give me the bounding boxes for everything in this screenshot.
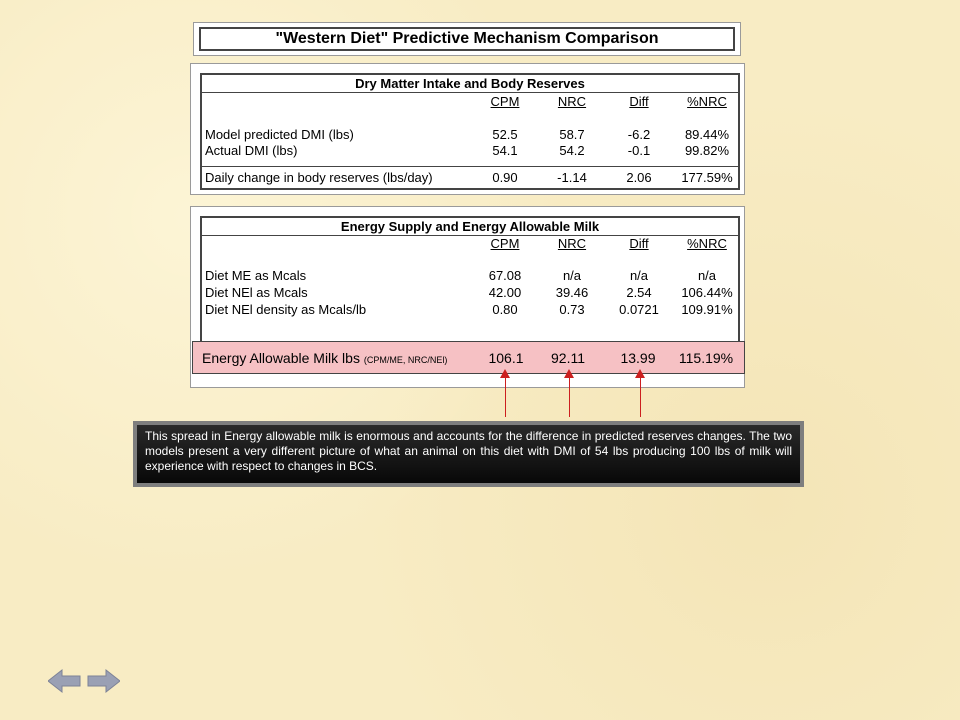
highlight-row — [193, 349, 744, 367]
row-label: Daily change in body reserves (lbs/day) — [205, 170, 433, 185]
cell-diff: n/a — [629, 268, 649, 283]
cell-cpm: 42.00 — [488, 285, 522, 300]
cell-nrc: 54.2 — [559, 143, 585, 158]
cell-cpm: 0.90 — [492, 170, 518, 185]
table-row — [202, 285, 738, 301]
table-row — [202, 302, 738, 318]
cell-pct: n/a — [697, 268, 717, 283]
page-title — [199, 27, 735, 51]
row-label: Diet NEl as Mcals — [205, 285, 308, 300]
row-label: Diet ME as Mcals — [205, 268, 307, 283]
cell-nrc: 58.7 — [559, 127, 585, 142]
col-pct-nrc: %NRC — [687, 94, 727, 109]
cell-pct: 106.44% — [681, 285, 733, 300]
cell-cpm: 0.80 — [492, 302, 518, 317]
col-nrc: NRC — [557, 94, 587, 109]
explanation-text: This spread in Energy allowable milk is enormous and accounts for the difference in predicted reserves changes. The two models present a very different picture of what an animal on this diet with DMI of 54 lbs producing 100 lbs of milk will experience with respect to changes in BCS. — [137, 425, 800, 483]
cell-pct: 109.91% — [681, 302, 733, 317]
energy-table-header — [202, 236, 738, 252]
left-arrow-icon — [48, 668, 82, 694]
col-pct-nrc: %NRC — [687, 236, 727, 251]
cell-cpm: 54.1 — [492, 143, 518, 158]
dmi-table-title: Dry Matter Intake and Body Reserves — [202, 75, 738, 93]
energy-allowable-milk-highlight — [192, 341, 745, 374]
cell-cpm: 67.08 — [488, 268, 522, 283]
col-diff: Diff — [629, 94, 649, 109]
highlight-label-small: (CPM/ME, NRC/NEl) — [363, 355, 448, 365]
cell-nrc: 39.46 — [555, 285, 589, 300]
cell-pct: 177.59% — [681, 170, 733, 185]
dmi-table — [200, 73, 740, 190]
col-cpm: CPM — [490, 94, 520, 109]
table-row-footer — [202, 170, 738, 186]
cell-pct: 115.19% — [678, 350, 734, 366]
highlight-label — [202, 349, 447, 369]
table-row — [202, 143, 738, 159]
cell-nrc: -1.14 — [557, 170, 587, 185]
row-label: Model predicted DMI (lbs) — [205, 127, 354, 142]
cell-diff: 13.99 — [620, 350, 656, 366]
arrow-line — [640, 377, 641, 417]
dmi-table-panel — [190, 63, 745, 195]
page-title-text: "Western Diet" Predictive Mechanism Comparison — [275, 30, 659, 47]
cell-diff: 0.0721 — [619, 302, 659, 317]
cell-cpm: 106.1 — [488, 350, 524, 366]
col-cpm: CPM — [490, 236, 520, 251]
divider — [202, 166, 738, 167]
cell-diff: -0.1 — [627, 143, 651, 158]
cell-pct: 89.44% — [684, 127, 730, 142]
row-label: Actual DMI (lbs) — [205, 143, 298, 158]
arrow-line — [569, 377, 570, 417]
title-panel — [193, 22, 741, 56]
dmi-table-header — [202, 94, 738, 110]
cell-diff: 2.06 — [626, 170, 652, 185]
energy-table-title: Energy Supply and Energy Allowable Milk — [202, 218, 738, 236]
cell-pct: 99.82% — [684, 143, 730, 158]
table-row — [202, 127, 738, 143]
arrow-line — [505, 377, 506, 417]
cell-cpm: 52.5 — [492, 127, 518, 142]
cell-diff: -6.2 — [627, 127, 651, 142]
forward-button[interactable] — [86, 668, 120, 694]
cell-nrc: 92.11 — [551, 350, 585, 366]
cell-nrc: n/a — [562, 268, 582, 283]
cell-nrc: 0.73 — [559, 302, 585, 317]
col-diff: Diff — [629, 236, 649, 251]
table-row — [202, 268, 738, 284]
right-arrow-icon — [86, 668, 120, 694]
row-label: Diet NEl density as Mcals/lb — [205, 302, 367, 317]
explanation-note — [133, 421, 804, 487]
highlight-label-main: Energy Allowable Milk lbs — [202, 350, 360, 366]
back-button[interactable] — [48, 668, 82, 694]
col-nrc: NRC — [557, 236, 587, 251]
energy-table — [200, 216, 740, 348]
cell-diff: 2.54 — [626, 285, 652, 300]
